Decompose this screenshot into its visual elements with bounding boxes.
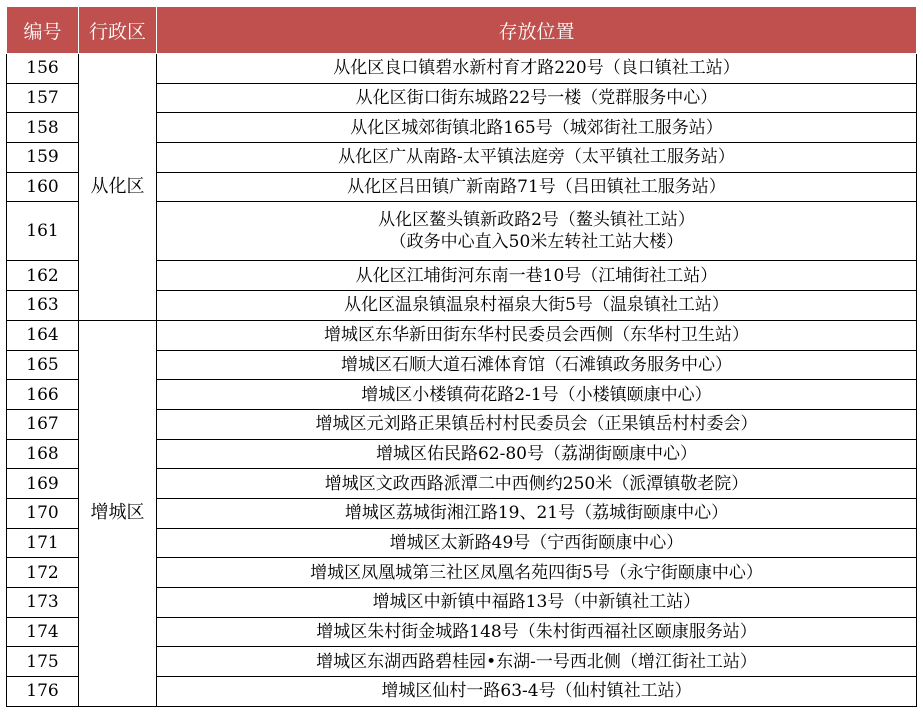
- row-location: 增城区佑民路62-80号（荔湖街颐康中心）: [157, 439, 917, 469]
- header-location: 存放位置: [157, 7, 917, 54]
- row-id: 157: [7, 83, 79, 113]
- row-id: 170: [7, 498, 79, 528]
- row-location: [157, 202, 917, 261]
- row-id: 163: [7, 291, 79, 321]
- header-district: 行政区: [79, 7, 157, 54]
- row-location: 增城区文政西路派潭二中西侧约250米（派潭镇敬老院）: [157, 469, 917, 499]
- row-location: 增城区仙村一路63-4号（仙村镇社工站）: [157, 677, 917, 707]
- row-id: 171: [7, 528, 79, 558]
- district-cell: 增城区: [79, 320, 157, 706]
- table-container: [6, 6, 917, 707]
- district-cell: 从化区: [79, 54, 157, 321]
- table-row: [7, 320, 917, 350]
- row-location: 从化区江埔街河东南一巷10号（江埔街社工站）: [157, 261, 917, 291]
- row-id: 168: [7, 439, 79, 469]
- row-id: 176: [7, 677, 79, 707]
- row-id: 174: [7, 617, 79, 647]
- table-row: [7, 54, 917, 84]
- row-location: 增城区石顺大道石滩体育馆（石滩镇政务服务中心）: [157, 350, 917, 380]
- row-location: 增城区东湖西路碧桂园•东湖-一号西北侧（增江街社工站）: [157, 647, 917, 677]
- row-id: 164: [7, 320, 79, 350]
- row-id: 165: [7, 350, 79, 380]
- row-location: 从化区吕田镇广新南路71号（吕田镇社工服务站）: [157, 172, 917, 202]
- row-location: 从化区温泉镇温泉村福泉大街5号（温泉镇社工站）: [157, 291, 917, 321]
- row-id: 172: [7, 558, 79, 588]
- row-location: 增城区小楼镇荷花路2-1号（小楼镇颐康中心）: [157, 380, 917, 410]
- row-location: 从化区街口街东城路22号一楼（党群服务中心）: [157, 83, 917, 113]
- row-id: 175: [7, 647, 79, 677]
- location-table: [6, 6, 917, 707]
- row-location: 增城区元刘路正果镇岳村村民委员会（正果镇岳村村委会）: [157, 409, 917, 439]
- row-id: 159: [7, 143, 79, 173]
- header-id: 编号: [7, 7, 79, 54]
- row-id: 169: [7, 469, 79, 499]
- row-location: 增城区东华新田街东华村民委员会西侧（东华村卫生站）: [157, 320, 917, 350]
- row-location: 增城区荔城街湘江路19、21号（荔城街颐康中心）: [157, 498, 917, 528]
- row-id: 166: [7, 380, 79, 410]
- header-row: [7, 7, 917, 54]
- row-id: 167: [7, 409, 79, 439]
- row-location: 从化区广从南路-太平镇法庭旁（太平镇社工服务站）: [157, 143, 917, 173]
- row-id: 156: [7, 54, 79, 84]
- row-id: 158: [7, 113, 79, 143]
- row-location: 从化区城郊街镇北路165号（城郊街社工服务站）: [157, 113, 917, 143]
- row-id: 173: [7, 588, 79, 618]
- row-location: 增城区凤凰城第三社区凤凰名苑四街5号（永宁街颐康中心）: [157, 558, 917, 588]
- row-id: 162: [7, 261, 79, 291]
- row-id: 161: [7, 202, 79, 261]
- row-id: 160: [7, 172, 79, 202]
- row-location: 增城区中新镇中福路13号（中新镇社工站）: [157, 588, 917, 618]
- row-location: 增城区朱村街金城路148号（朱村街西福社区颐康服务站）: [157, 617, 917, 647]
- row-location: 从化区良口镇碧水新村育才路220号（良口镇社工站）: [157, 54, 917, 84]
- row-location: 增城区太新路49号（宁西街颐康中心）: [157, 528, 917, 558]
- row-location-line1: 从化区鳌头镇新政路2号（鳌头镇社工站）: [378, 210, 695, 231]
- row-location-line2: （政务中心直入50米左转社工站大楼）: [389, 232, 684, 253]
